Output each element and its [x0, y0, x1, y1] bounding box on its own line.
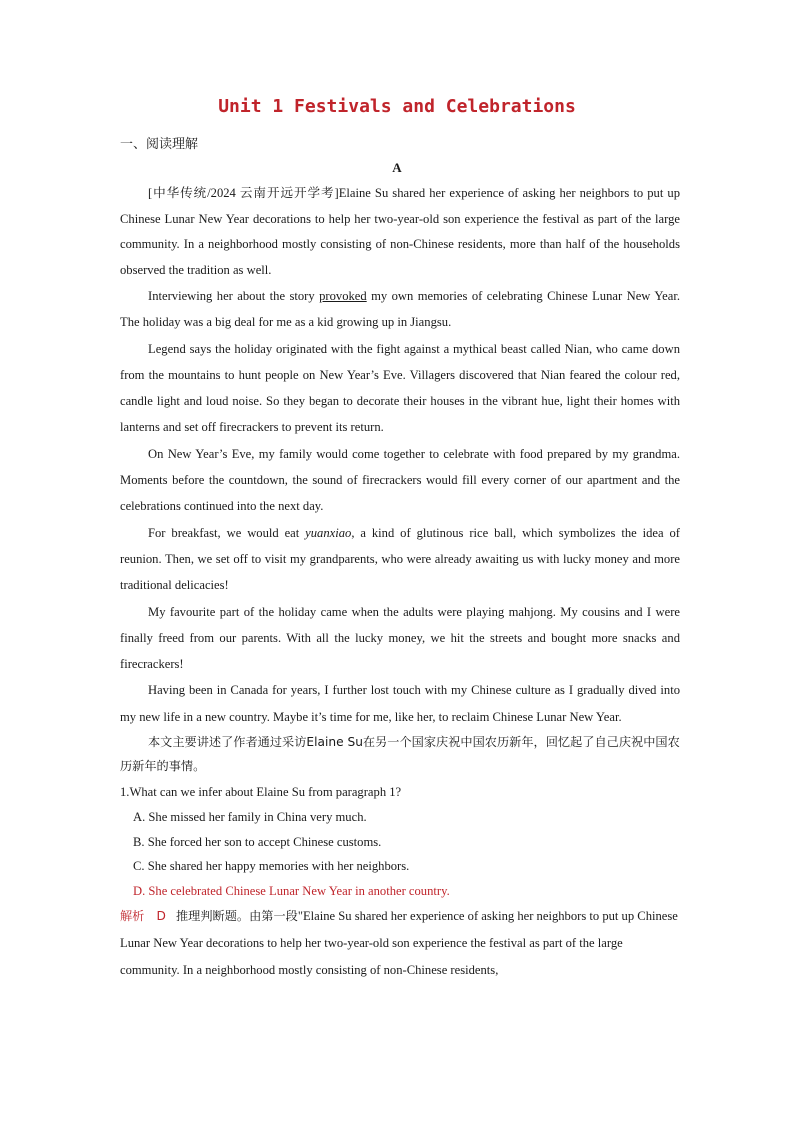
- paragraph-5-text-a: For breakfast, we would eat: [148, 525, 306, 540]
- unit-title: Unit 1 Festivals and Celebrations: [218, 96, 576, 117]
- analysis: [120, 903, 680, 984]
- option-d-answer: D. She celebrated Chinese Lunar New Year in another country.: [133, 883, 450, 898]
- option-c: C. She shared her happy memories with her neighbors.: [133, 859, 410, 874]
- analysis-type: 推理判断题。由第一段: [175, 909, 298, 924]
- underlined-word: provoked: [319, 289, 367, 303]
- passage-label: A: [392, 160, 402, 175]
- paragraph-2-text-a: Interviewing her about the story: [148, 289, 320, 303]
- italic-word: yuanxiao: [305, 525, 352, 540]
- paragraph-6: My favourite part of the holiday came when the adults were playing mahjong. My cousins and I were finally freed from our parents. With all the lucky money, we hit the streets and bought more snacks and firecrackers!: [120, 604, 680, 672]
- paragraph-2: [120, 283, 680, 336]
- option-b: B. She forced her son to accept Chinese customs.: [133, 834, 382, 849]
- source-tag: [中华传统/2024 云南开远开学考]: [148, 186, 339, 200]
- paragraph-1-text: Elaine Su shared her experience of asking her neighbors to put up Chinese Lunar New Year decorations to help her two-year-old son experience the festival as part of the large community. In a neighborhood mostly consisting of non-Chinese residents, more than half of the households observed the tradition as well.: [120, 186, 680, 277]
- option-a: A. She missed her family in China very much.: [133, 810, 367, 825]
- passage-body: [120, 181, 680, 984]
- paragraph-3: Legend says the holiday originated with the fight against a mythical beast called Nian, who came down from the mountains to hunt people on New Year’s Eve. Villagers discovered that Nian feared the colour red, candle light and loud noise. So they began to decorate their houses in the vibrant hue, light their homes with lanterns and set off firecrackers to prevent its return.: [120, 341, 680, 435]
- paragraph-7: Having been in Canada for years, I further lost touch with my Chinese culture as I gradually dived into my new life in a new country. Maybe it’s time for me, like her, to reclaim Chinese Lunar New Year.: [120, 683, 680, 724]
- paragraph-5: [120, 520, 680, 599]
- passage-summary: 本文主要讲述了作者通过采访Elaine Su在另一个国家庆祝中国农历新年，回忆起了自己庆祝中国农历新年的事情。: [120, 735, 680, 774]
- paragraph-4: On New Year’s Eve, my family would come together to celebrate with food prepared by my grandma. Moments before the countdown, the sound of firecrackers would fill every corner of our apartment and the celebrations continued into the next day.: [120, 446, 680, 514]
- question-stem: 1.What can we infer about Elaine Su from paragraph 1?: [120, 785, 402, 800]
- paragraph-5-text-b: , a kind of glutinous rice ball, which symbolizes the idea of reunion. Then, we set off to visit my grandparents, who were already awaiting us with lucky money and more traditional delicacies!: [120, 525, 680, 593]
- analysis-label: 解析 D: [120, 909, 166, 924]
- paragraph-1: [120, 181, 680, 283]
- section-heading: 一、阅读理解: [120, 137, 199, 152]
- analysis-text: "Elaine Su shared her experience of asking her neighbors to put up Chinese Lunar New Year decorations to help her two-year-old son experience the festival as part of the large community. In a neighborhood mostly consisting of non-Chinese residents,: [120, 909, 678, 978]
- paragraph-2-text-b: my own memories of celebrating Chinese Lunar New Year. The holiday was a big deal for me as a kid growing up in Jiangsu.: [120, 289, 680, 330]
